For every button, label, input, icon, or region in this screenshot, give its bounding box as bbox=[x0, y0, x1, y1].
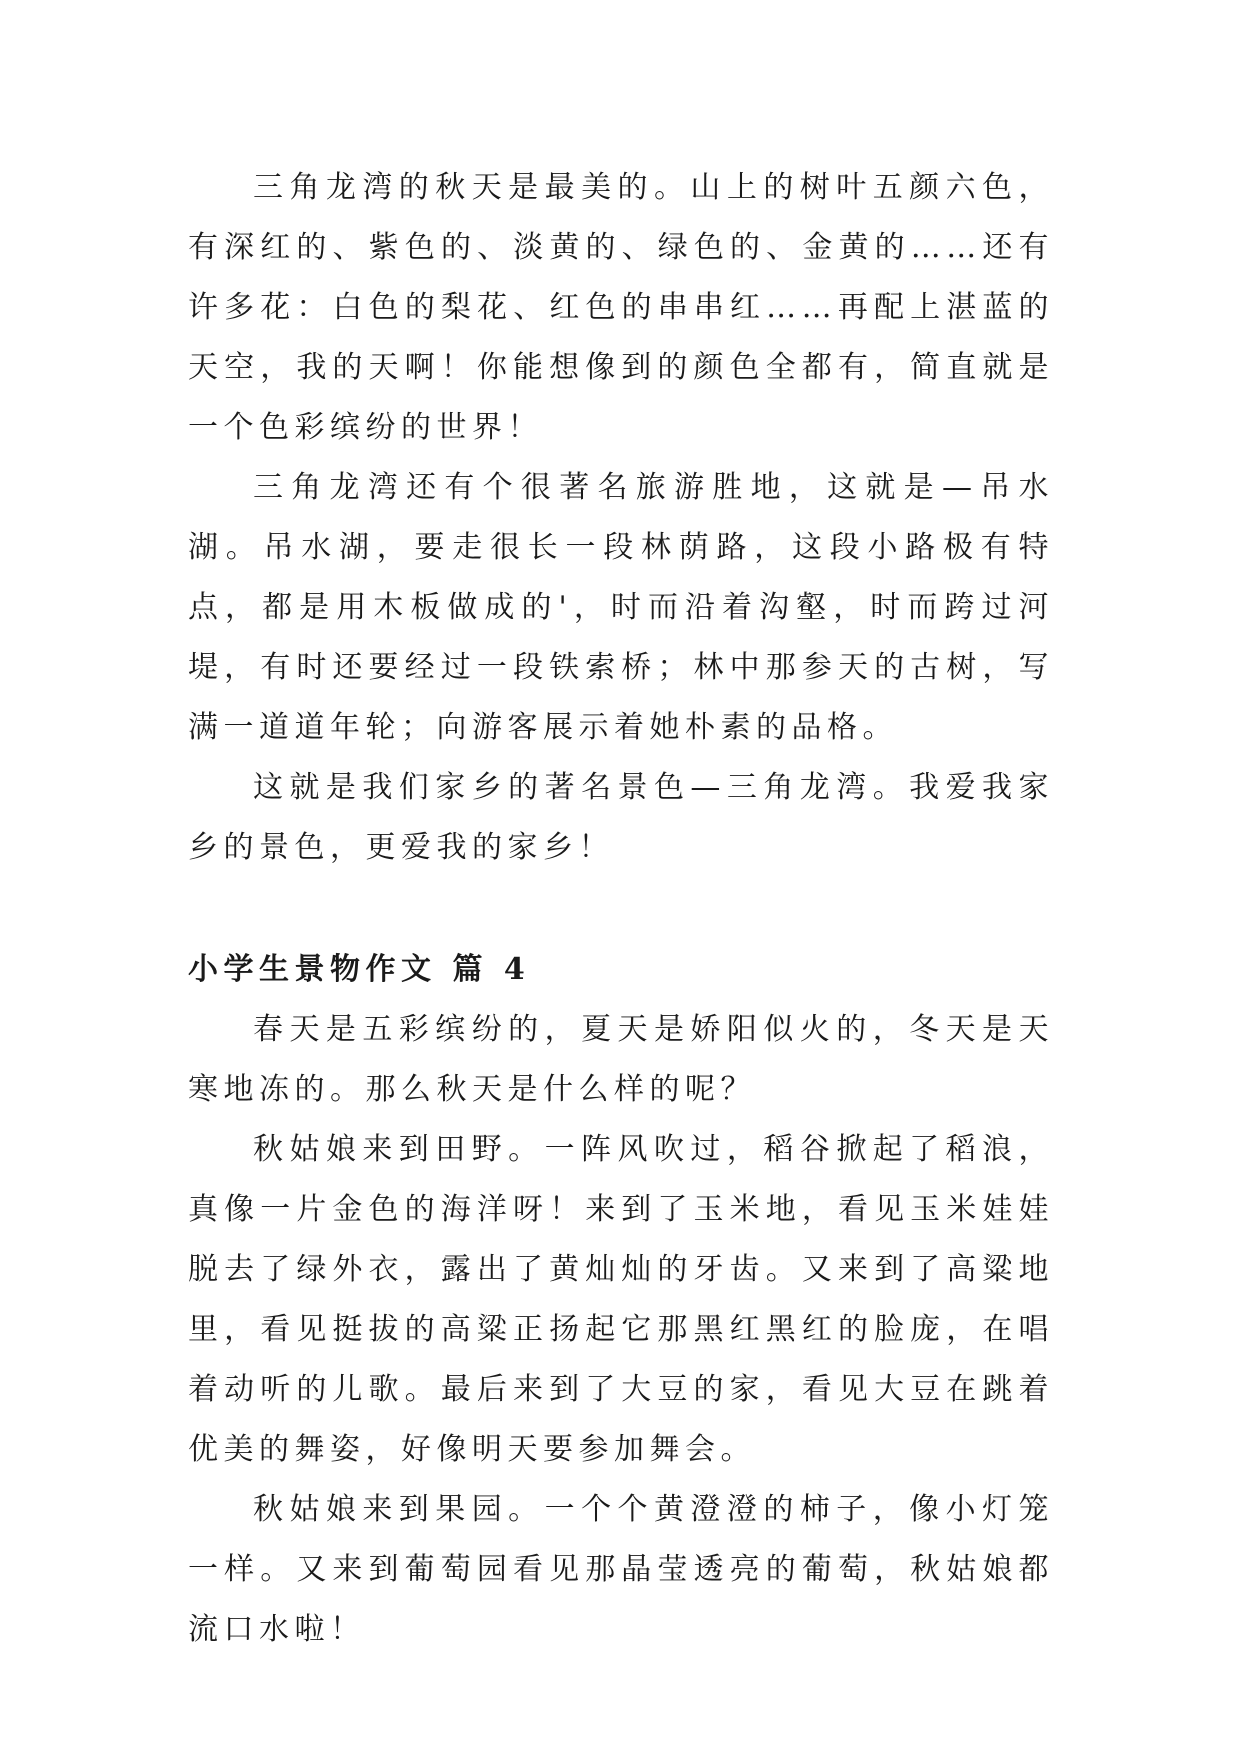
paragraph-seasons: 春天是五彩缤纷的，夏天是娇阳似火的，冬天是天寒地冻的。那么秋天是什么样的呢？ bbox=[188, 1012, 1054, 1107]
paragraph-fields: 秋姑娘来到田野。一阵风吹过，稻谷掀起了稻浪，真像一片金色的海洋呀！来到了玉米地，看见玉米娃娃脱去了绿外衣，露出了黄灿灿的牙齿。又来到了高粱地里，看见挺拔的高粱正扬起它那黑红黑红的脸庞，在唱着动听的儿歌。最后来到了大豆的家，看见大豆在跳着优美的舞姿，好像明天要参加舞会。 bbox=[188, 1132, 1054, 1467]
section-title: 小学生景物作文 篇 4 bbox=[188, 952, 531, 987]
paragraph-autumn-colors: 三角龙湾的秋天是最美的。山上的树叶五颜六色，有深红的、紫色的、淡黄的、绿色的、金黄的……还有许多花：白色的梨花、红色的串串红……再配上湛蓝的天空，我的天啊！你能想像到的颜色全都有，简直就是一个色彩缤纷的世界！ bbox=[188, 170, 1054, 445]
document-page bbox=[188, 158, 1054, 1660]
paragraph-conclusion: 这就是我们家乡的著名景色—三角龙湾。我爱我家乡的景色，更爱我的家乡！ bbox=[188, 770, 1054, 865]
paragraph-orchard: 秋姑娘来到果园。一个个黄澄澄的柿子，像小灯笼一样。又来到葡萄园看见那晶莹透亮的葡萄，秋姑娘都流口水啦！ bbox=[188, 1492, 1054, 1647]
paragraph-diaoshui-lake: 三角龙湾还有个很著名旅游胜地，这就是—吊水湖。吊水湖，要走很长一段林荫路，这段小路极有特点，都是用木板做成的'，时而沿着沟壑，时而跨过河堤，有时还要经过一段铁索桥；林中那参天的古树，写满一道道年轮；向游客展示着她朴素的品格。 bbox=[188, 470, 1054, 745]
